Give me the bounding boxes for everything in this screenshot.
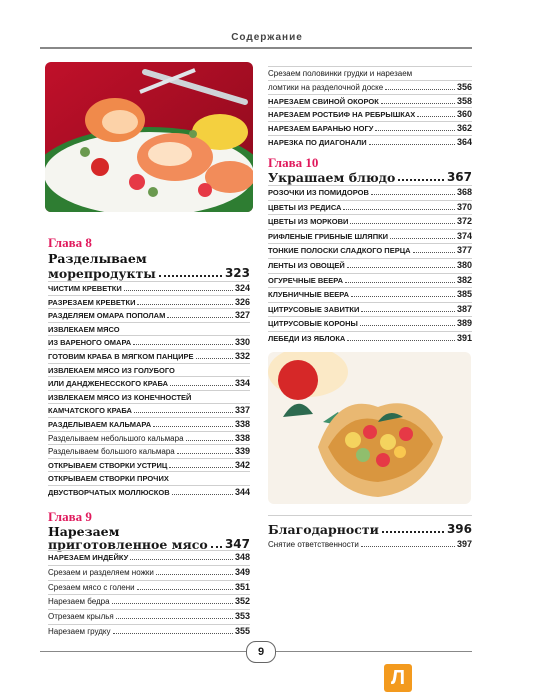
toc-entry[interactable] bbox=[268, 81, 472, 93]
toc-entry-page: 377 bbox=[456, 245, 472, 256]
chapter-9-title-line2: приготовленное мясо bbox=[48, 537, 208, 552]
toc-entry-page: 374 bbox=[456, 230, 472, 241]
toc-entry-label: ДВУСТВОРЧАТЫХ МОЛЛЮСКОВ bbox=[48, 488, 170, 497]
toc-entry-label: КЛУБНИЧНЫЕ ВЕЕРА bbox=[268, 290, 349, 300]
disclaimer-label: Снятие ответственности bbox=[268, 540, 359, 549]
leader-dots bbox=[133, 344, 233, 345]
toc-entry-page: 362 bbox=[456, 123, 472, 134]
toc-entry-label: КАМЧАТСКОГО КРАБА bbox=[48, 406, 132, 416]
leader-dots bbox=[211, 546, 222, 548]
toc-entry-page: 339 bbox=[234, 446, 250, 457]
toc-entry-page: 385 bbox=[456, 289, 472, 300]
toc-entry-label: Срезаем половинки грудки и нарезаем bbox=[268, 69, 413, 78]
toc-entry-page: 353 bbox=[234, 611, 250, 622]
leader-dots bbox=[361, 546, 455, 547]
chapter-10-title-row[interactable] bbox=[268, 169, 472, 185]
leader-dots bbox=[186, 440, 233, 441]
toc-entry-page: 391 bbox=[456, 333, 472, 343]
toc-entry-label: ЛЕНТЫ ИЗ ОВОЩЕЙ bbox=[268, 261, 345, 270]
publisher-logo-icon: Л bbox=[384, 664, 412, 692]
toc-entry-label: Отрезаем крылья bbox=[48, 612, 114, 622]
thanks-page: 396 bbox=[446, 522, 472, 536]
toc-entry-label: ОТКРЫВАЕМ СТВОРКИ УСТРИЦ bbox=[48, 460, 168, 470]
toc-entry-page: 387 bbox=[456, 303, 472, 314]
leader-dots bbox=[137, 304, 233, 305]
leader-dots bbox=[172, 494, 233, 495]
toc-entry[interactable] bbox=[48, 350, 250, 362]
toc-entry[interactable] bbox=[48, 404, 250, 416]
toc-entry[interactable] bbox=[48, 486, 250, 498]
toc-entry[interactable] bbox=[48, 625, 250, 637]
divider bbox=[268, 515, 472, 516]
toc-entry-label: НАРЕЗКА ПО ДИАГОНАЛИ bbox=[268, 138, 367, 147]
toc-entry[interactable] bbox=[48, 309, 250, 321]
toc-entry-label: ЛЕБЕДИ ИЗ ЯБЛОКА bbox=[268, 334, 346, 343]
disclaimer-row[interactable] bbox=[268, 538, 472, 550]
thanks-row[interactable] bbox=[268, 521, 472, 537]
toc-entry-page: 332 bbox=[234, 351, 250, 361]
leader-dots bbox=[361, 311, 455, 312]
toc-entry[interactable] bbox=[268, 332, 472, 344]
toc-entry-label: НАРЕЗАЕМ БАРАНЬЮ НОГУ bbox=[268, 124, 374, 134]
toc-entry[interactable] bbox=[268, 288, 472, 300]
toc-entry-label: ГОТОВИМ КРАБА В МЯГКОМ ПАНЦИРЕ bbox=[48, 352, 194, 361]
leader-dots bbox=[413, 252, 455, 253]
toc-entry-page: 344 bbox=[234, 487, 250, 497]
leader-dots bbox=[347, 340, 455, 341]
toc-entry-label: ЦВЕТЫ ИЗ РЕДИСА bbox=[268, 202, 342, 212]
toc-entry-label: РАЗРЕЗАЕМ КРЕВЕТКИ bbox=[48, 297, 136, 307]
toc-entry-label: ломтики на разделочной доске bbox=[268, 82, 384, 92]
tartlet-salad-photo bbox=[268, 352, 471, 504]
toc-entry-page: 349 bbox=[234, 566, 250, 577]
toc-entry-page: 348 bbox=[234, 552, 250, 562]
chapter-9-title-line1: Нарезаем bbox=[48, 524, 120, 539]
leader-dots bbox=[375, 130, 455, 131]
leader-dots bbox=[345, 282, 455, 283]
toc-entry[interactable] bbox=[268, 201, 472, 213]
toc-entry[interactable] bbox=[48, 581, 250, 593]
leader-dots bbox=[113, 633, 233, 634]
toc-entry-page: 355 bbox=[234, 626, 250, 636]
toc-entry[interactable] bbox=[268, 215, 472, 227]
leader-dots bbox=[371, 194, 455, 195]
page-header-title: Содержание bbox=[231, 32, 303, 43]
toc-entry-label: Разделываем большого кальмара bbox=[48, 447, 175, 457]
leader-dots bbox=[350, 223, 455, 224]
toc-entry-label: ЧИСТИМ КРЕВЕТКИ bbox=[48, 284, 122, 293]
page-number: 9 bbox=[246, 641, 276, 663]
toc-entry[interactable] bbox=[48, 377, 250, 389]
toc-entry[interactable] bbox=[48, 296, 250, 308]
toc-entry-page: 338 bbox=[234, 432, 250, 443]
leader-dots bbox=[385, 89, 455, 90]
toc-entry-page: 389 bbox=[456, 318, 472, 329]
toc-entry[interactable] bbox=[268, 122, 472, 134]
chapter-10-page: 367 bbox=[446, 170, 472, 184]
leader-dots bbox=[381, 103, 455, 104]
toc-entry-label: ИЗВЛЕКАЕМ МЯСО ИЗ КОНЕЧНОСТЕЙ bbox=[48, 392, 192, 402]
toc-entry-page: 360 bbox=[456, 109, 472, 120]
leader-dots bbox=[130, 559, 233, 560]
leader-dots bbox=[137, 589, 233, 590]
leader-dots bbox=[112, 603, 233, 604]
chapter-8-page: 323 bbox=[224, 266, 250, 280]
toc-entry[interactable] bbox=[268, 136, 472, 148]
toc-entry-label: ИЛИ ДАНДЖЕНЕССКОГО КРАБА bbox=[48, 379, 169, 389]
toc-entry-label: ЦВЕТЫ ИЗ МОРКОВИ bbox=[268, 217, 349, 227]
leader-dots bbox=[159, 275, 222, 277]
toc-entry-label: ОГУРЕЧНЫЕ ВЕЕРА bbox=[268, 275, 344, 285]
toc-entry-page: 338 bbox=[234, 419, 250, 429]
toc-entry-page: 327 bbox=[234, 310, 250, 321]
toc-entry[interactable] bbox=[268, 274, 472, 286]
toc-entry-label: ЦИТРУСОВЫЕ ЗАВИТКИ bbox=[268, 304, 360, 314]
toc-entry-page: 326 bbox=[234, 296, 250, 307]
toc-entry[interactable] bbox=[48, 445, 250, 457]
leader-dots bbox=[116, 618, 233, 619]
toc-entry-label: РАЗДЕЛЫВАЕМ КАЛЬМАРА bbox=[48, 420, 152, 429]
toc-entry[interactable] bbox=[48, 595, 250, 607]
leader-dots bbox=[351, 296, 455, 297]
chapter-10-label: Глава 10 bbox=[268, 155, 319, 170]
toc-entry[interactable] bbox=[48, 610, 250, 622]
leader-dots bbox=[170, 385, 233, 386]
leader-dots bbox=[177, 453, 233, 454]
toc-entry[interactable] bbox=[48, 432, 250, 444]
toc-entry-label: РОЗОЧКИ ИЗ ПОМИДОРОВ bbox=[268, 188, 369, 197]
toc-entry-page: 330 bbox=[234, 337, 250, 348]
leader-dots bbox=[382, 531, 444, 533]
toc-entry[interactable] bbox=[48, 459, 250, 471]
toc-entry[interactable] bbox=[48, 364, 250, 376]
toc-entry[interactable] bbox=[48, 551, 250, 563]
toc-entry[interactable] bbox=[268, 244, 472, 256]
toc-entry-page: 364 bbox=[456, 137, 472, 147]
thanks-title: Благодарности bbox=[268, 522, 379, 537]
toc-entry-page: 334 bbox=[234, 378, 250, 389]
toc-entry-label: РИФЛЕНЫЕ ГРИБНЫЕ ШЛЯПКИ bbox=[268, 231, 389, 241]
leader-dots bbox=[347, 267, 455, 268]
leader-dots bbox=[369, 144, 455, 145]
toc-entry[interactable] bbox=[268, 108, 472, 120]
leader-dots bbox=[124, 290, 233, 291]
toc-entry[interactable] bbox=[268, 67, 472, 79]
leader-dots bbox=[167, 317, 233, 318]
toc-entry-page: 382 bbox=[456, 274, 472, 285]
leader-dots bbox=[390, 238, 455, 239]
toc-entry[interactable] bbox=[48, 472, 250, 484]
toc-entry-label: РАЗДЕЛЯЕМ ОМАРА ПОПОЛАМ bbox=[48, 311, 166, 321]
toc-entry-label: ИЗВЛЕКАЕМ МЯСО ИЗ ГОЛУБОГО bbox=[48, 365, 175, 375]
toc-entry-page: 342 bbox=[234, 459, 250, 470]
toc-entry-page: 324 bbox=[234, 283, 250, 293]
toc-entry[interactable] bbox=[268, 186, 472, 198]
toc-entry-label: ЦИТРУСОВЫЕ КОРОНЫ bbox=[268, 319, 358, 329]
toc-entry-label: Нарезаем грудку bbox=[48, 627, 111, 636]
leader-dots bbox=[343, 209, 455, 210]
leader-dots bbox=[156, 574, 233, 575]
chapter-8-title-line2: морепродукты bbox=[48, 266, 156, 281]
chapter-8-title-line1: Разделываем bbox=[48, 251, 147, 266]
toc-entry-page: 368 bbox=[456, 187, 472, 197]
leader-dots bbox=[196, 358, 233, 359]
toc-entry-label: ИЗВЛЕКАЕМ МЯСО bbox=[48, 324, 120, 334]
toc-entry[interactable] bbox=[48, 418, 250, 430]
chapter-8-label: Глава 8 bbox=[48, 235, 92, 250]
toc-entry-label: ОТКРЫВАЕМ СТВОРКИ ПРОЧИХ bbox=[48, 474, 169, 484]
toc-entry[interactable] bbox=[48, 282, 250, 294]
toc-entry-label: ТОНКИЕ ПОЛОСКИ СЛАДКОГО ПЕРЦА bbox=[268, 246, 411, 256]
toc-entry[interactable] bbox=[268, 95, 472, 107]
leader-dots bbox=[153, 426, 233, 427]
leader-dots bbox=[417, 116, 455, 117]
toc-entry[interactable] bbox=[48, 391, 250, 403]
toc-entry-label: Срезаем и разделяем ножки bbox=[48, 567, 154, 577]
toc-entry[interactable] bbox=[268, 317, 472, 329]
toc-entry[interactable] bbox=[48, 336, 250, 348]
toc-entry-page: 372 bbox=[456, 216, 472, 227]
toc-entry[interactable] bbox=[48, 323, 250, 335]
chapter-8-title-row[interactable] bbox=[48, 265, 250, 281]
chapter-9-label: Глава 9 bbox=[48, 509, 92, 524]
leader-dots bbox=[134, 412, 233, 413]
toc-entry[interactable] bbox=[48, 566, 250, 578]
toc-entry-label: ИЗ ВАРЕНОГО ОМАРА bbox=[48, 338, 132, 348]
disclaimer-page: 397 bbox=[456, 539, 472, 549]
leader-dots bbox=[398, 179, 444, 181]
chapter-10-title: Украшаем блюдо bbox=[268, 170, 396, 185]
toc-entry-label: НАРЕЗАЕМ СВИНОЙ ОКОРОК bbox=[268, 96, 379, 106]
leader-dots bbox=[169, 467, 233, 468]
chapter-9-page: 347 bbox=[224, 537, 250, 551]
header-rule bbox=[40, 47, 472, 49]
toc-entry-label: НАРЕЗАЕМ РОСТБИФ НА РЕБРЫШКАХ bbox=[268, 110, 416, 120]
toc-entry-page: 351 bbox=[234, 581, 250, 592]
toc-entry[interactable] bbox=[268, 230, 472, 242]
toc-entry-page: 358 bbox=[456, 95, 472, 106]
toc-entry-page: 356 bbox=[456, 81, 472, 92]
toc-entry-page: 337 bbox=[234, 405, 250, 416]
toc-entry-label: НАРЕЗАЕМ ИНДЕЙКУ bbox=[48, 553, 129, 562]
toc-entry-label: Разделываем небольшого кальмара bbox=[48, 433, 184, 443]
shrimp-dish-photo bbox=[45, 62, 253, 212]
toc-entry-label: Срезаем мясо с голени bbox=[48, 582, 135, 592]
toc-entry[interactable] bbox=[268, 303, 472, 315]
leader-dots bbox=[360, 325, 455, 326]
toc-entry-page: 370 bbox=[456, 201, 472, 212]
toc-entry-page: 352 bbox=[234, 596, 250, 607]
toc-entry-page: 380 bbox=[456, 260, 472, 270]
toc-entry[interactable] bbox=[268, 259, 472, 271]
toc-entry-label: Нарезаем бедра bbox=[48, 597, 110, 607]
